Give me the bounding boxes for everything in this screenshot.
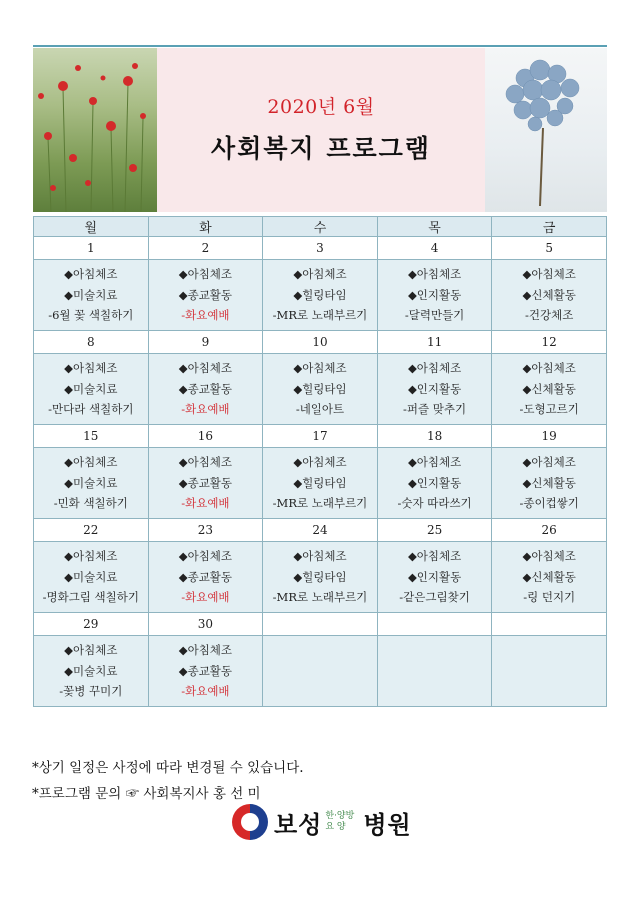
activity-cell — [148, 354, 263, 425]
date-cell: 2 — [148, 237, 263, 260]
activity-detail: -네일아트 — [295, 402, 345, 417]
activity-detail: -같은그림찾기 — [399, 590, 470, 605]
activity-item: ◆미술치료 — [64, 475, 118, 490]
activity-row — [34, 260, 607, 331]
activity-detail: -명화그림 색칠하기 — [42, 590, 139, 605]
activity-item: ◆신체활동 — [522, 475, 576, 490]
activity-item: ◆아침체조 — [178, 267, 233, 282]
weekday-header: 월 — [34, 217, 149, 237]
activity-cell — [263, 448, 378, 519]
date-cell: 17 — [263, 425, 378, 448]
date-cell: 26 — [492, 519, 607, 542]
activity-cell — [377, 542, 492, 613]
page-header — [33, 48, 607, 212]
activity-item: ◆힐링타임 — [293, 287, 347, 302]
activity-detail: -MR로 노래부르기 — [272, 590, 368, 605]
calendar-table — [33, 216, 607, 707]
activity-cell — [34, 636, 149, 707]
activity-detail: -화요예배 — [181, 684, 230, 699]
date-cell: 12 — [492, 331, 607, 354]
activity-detail: -MR로 노래부르기 — [272, 496, 368, 511]
date-cell: 10 — [263, 331, 378, 354]
hydrangea-photo — [485, 48, 607, 212]
activity-detail: -민화 색칠하기 — [53, 496, 128, 511]
date-cell: 9 — [148, 331, 263, 354]
activity-cell — [34, 542, 149, 613]
activity-item: ◆아침체조 — [522, 267, 576, 282]
weekday-header: 금 — [492, 217, 607, 237]
activity-detail: -도형고르기 — [519, 402, 579, 417]
activity-item: ◆힐링타임 — [293, 569, 347, 584]
activity-detail: -종이컵쌓기 — [519, 496, 579, 511]
activity-item: ◆아침체조 — [293, 455, 347, 470]
activity-cell — [492, 448, 607, 519]
activity-item: ◆종교활동 — [178, 475, 233, 490]
activity-detail: -화요예배 — [181, 496, 230, 511]
activity-item: ◆아침체조 — [64, 549, 118, 564]
activity-detail: -만다라 색칠하기 — [48, 402, 134, 417]
weekday-header: 목 — [377, 217, 492, 237]
activity-row — [34, 636, 607, 707]
activity-detail: -건강체조 — [525, 308, 574, 323]
page-subtitle: 2020년 6월 — [267, 95, 375, 118]
activity-detail: -꽃병 꾸미기 — [59, 684, 123, 699]
activity-item: ◆아침체조 — [522, 361, 576, 376]
date-cell: 15 — [34, 425, 149, 448]
date-cell: 29 — [34, 613, 149, 636]
logo-subtext — [325, 811, 354, 833]
footer-note-schedule: *상기 일정은 사정에 따라 변경될 수 있습니다. — [32, 760, 304, 776]
activity-item: ◆아침체조 — [64, 643, 118, 658]
activity-item: ◆신체활동 — [522, 381, 576, 396]
activity-cell — [377, 354, 492, 425]
activity-cell — [148, 260, 263, 331]
activity-cell — [148, 636, 263, 707]
activity-detail: -6월 꽃 색칠하기 — [48, 308, 134, 323]
activity-detail: -링 던지기 — [523, 590, 576, 605]
weekday-header: 수 — [263, 217, 378, 237]
activity-item: ◆아침체조 — [293, 549, 347, 564]
activity-item: ◆인지활동 — [407, 569, 462, 584]
activity-item: ◆아침체조 — [407, 361, 462, 376]
date-cell: 30 — [148, 613, 263, 636]
activity-row — [34, 542, 607, 613]
hospital-logo — [232, 804, 412, 840]
activity-item: ◆종교활동 — [178, 569, 233, 584]
activity-detail: -퍼즐 맞추기 — [403, 402, 467, 417]
date-cell — [263, 613, 378, 636]
activity-item: ◆아침체조 — [293, 361, 347, 376]
logo-subtext-bottom: 요 양 — [325, 822, 346, 832]
logo-subtext-top: 한·양방 — [325, 811, 355, 821]
date-cell: 23 — [148, 519, 263, 542]
activity-cell — [492, 542, 607, 613]
weekday-header-row — [34, 217, 607, 237]
date-cell: 8 — [34, 331, 149, 354]
top-rule — [33, 45, 607, 47]
activity-item: ◆아침체조 — [522, 549, 576, 564]
activity-item: ◆미술치료 — [64, 381, 118, 396]
activity-detail: -화요예배 — [181, 402, 230, 417]
activity-item: ◆신체활동 — [522, 569, 576, 584]
title-box — [157, 48, 485, 212]
activity-item: ◆아침체조 — [407, 549, 462, 564]
activity-item: ◆아침체조 — [64, 455, 118, 470]
date-cell — [492, 613, 607, 636]
poppy-illustration — [33, 48, 157, 212]
activity-item: ◆미술치료 — [64, 569, 118, 584]
activity-item: ◆아침체조 — [64, 267, 118, 282]
activity-item: ◆신체활동 — [522, 287, 576, 302]
activity-cell — [34, 260, 149, 331]
activity-cell — [263, 636, 378, 707]
activity-item: ◆종교활동 — [178, 663, 233, 678]
activity-cell — [148, 448, 263, 519]
activity-item: ◆종교활동 — [178, 381, 233, 396]
logo-name-right: 병원 — [363, 810, 412, 839]
date-cell: 4 — [377, 237, 492, 260]
activity-item: ◆미술치료 — [64, 663, 118, 678]
footer-note-contact: *프로그램 문의 ☞ 사회복지사 홍 선 미 — [32, 786, 261, 802]
date-row — [34, 519, 607, 542]
activity-cell — [263, 542, 378, 613]
activity-cell — [377, 636, 492, 707]
date-cell: 18 — [377, 425, 492, 448]
activity-item: ◆인지활동 — [407, 381, 462, 396]
date-row — [34, 237, 607, 260]
activity-cell — [148, 542, 263, 613]
activity-item: ◆아침체조 — [178, 549, 233, 564]
activity-item: ◆종교활동 — [178, 287, 233, 302]
activity-item: ◆아침체조 — [64, 361, 118, 376]
date-row — [34, 425, 607, 448]
date-cell: 11 — [377, 331, 492, 354]
date-cell: 24 — [263, 519, 378, 542]
date-cell — [377, 613, 492, 636]
date-cell: 22 — [34, 519, 149, 542]
activity-item: ◆아침체조 — [407, 455, 462, 470]
activity-cell — [263, 260, 378, 331]
hospital-emblem-icon — [232, 804, 268, 840]
logo-name-left: 보성 — [274, 810, 323, 839]
activity-cell — [492, 260, 607, 331]
activity-item: ◆아침체조 — [293, 267, 347, 282]
activity-row — [34, 448, 607, 519]
activity-item: ◆미술치료 — [64, 287, 118, 302]
weekday-header: 화 — [148, 217, 263, 237]
activity-cell — [377, 260, 492, 331]
page-title: 사회복지 프로그램 — [211, 133, 431, 163]
activity-cell — [377, 448, 492, 519]
activity-item: ◆아침체조 — [178, 643, 233, 658]
activity-item: ◆인지활동 — [407, 475, 462, 490]
activity-detail: -달력만들기 — [404, 308, 465, 323]
activity-item: ◆힐링타임 — [293, 381, 347, 396]
activity-item: ◆아침체조 — [178, 361, 233, 376]
activity-item: ◆아침체조 — [407, 267, 462, 282]
activity-row — [34, 354, 607, 425]
activity-cell — [34, 354, 149, 425]
date-cell: 5 — [492, 237, 607, 260]
poppy-field-photo — [33, 48, 157, 212]
activity-cell — [492, 636, 607, 707]
hydrangea-illustration — [485, 48, 607, 212]
activity-cell — [34, 448, 149, 519]
activity-item: ◆인지활동 — [407, 287, 462, 302]
activity-cell — [492, 354, 607, 425]
activity-item: ◆아침체조 — [178, 455, 233, 470]
date-cell: 16 — [148, 425, 263, 448]
activity-detail: -MR로 노래부르기 — [272, 308, 368, 323]
activity-item: ◆아침체조 — [522, 455, 576, 470]
date-row — [34, 331, 607, 354]
activity-detail: -화요예배 — [181, 308, 230, 323]
activity-cell — [263, 354, 378, 425]
date-cell: 1 — [34, 237, 149, 260]
date-cell: 3 — [263, 237, 378, 260]
date-cell: 19 — [492, 425, 607, 448]
activity-detail: -숫자 따라쓰기 — [397, 496, 472, 511]
date-cell: 25 — [377, 519, 492, 542]
date-row — [34, 613, 607, 636]
activity-item: ◆힐링타임 — [293, 475, 347, 490]
activity-detail: -화요예배 — [181, 590, 230, 605]
